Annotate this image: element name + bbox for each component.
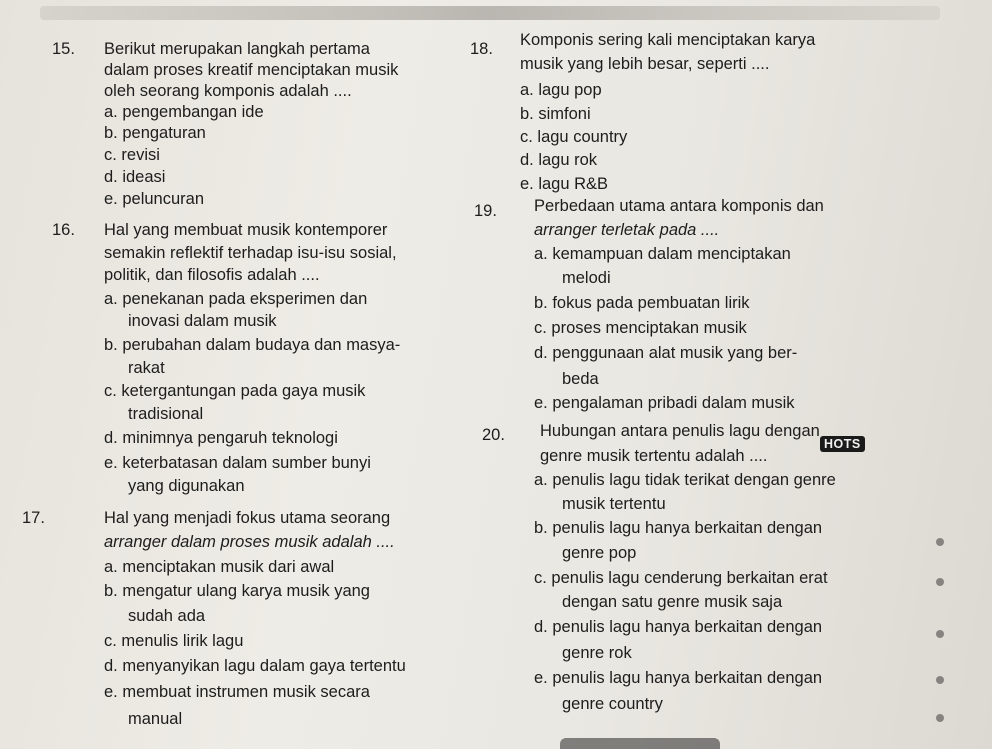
question-number: 15.: [52, 40, 75, 58]
option-e-cont: yang digunakan: [128, 477, 245, 495]
option-b-cont: rakat: [128, 359, 165, 377]
option-a-cont: inovasi dalam musik: [128, 312, 277, 330]
question-text: Hal yang membuat musik kontemporer: [104, 221, 388, 239]
option-c-cont: dengan satu genre musik saja: [562, 593, 783, 611]
option-c: c. proses menciptakan musik: [534, 319, 747, 337]
binding-hole: [936, 676, 944, 684]
option-e: e. membuat instrumen musik secara: [104, 683, 370, 701]
option-a: a. penekanan pada eksperimen dan: [104, 290, 368, 308]
question-number: 18.: [470, 40, 493, 58]
question-text: Hubungan antara penulis lagu dengan: [540, 422, 820, 440]
option-a: a. pengembangan ide: [104, 103, 264, 121]
option-e-cont: genre country: [562, 695, 663, 713]
question-text: Perbedaan utama antara komponis dan: [534, 197, 824, 215]
option-d: d. lagu rok: [520, 151, 598, 169]
binding-hole: [936, 714, 944, 722]
option-d: d. penulis lagu hanya berkaitan dengan: [534, 618, 823, 636]
question-text: dalam proses kreatif menciptakan musik: [104, 61, 399, 79]
option-d: d. penggunaan alat musik yang ber-: [534, 344, 798, 362]
question-text: oleh seorang komponis adalah ....: [104, 82, 352, 100]
question-text: semakin reflektif terhadap isu-isu sosial,: [104, 244, 397, 262]
option-d: d. menyanyikan lagu dalam gaya tertentu: [104, 657, 406, 675]
option-c: c. lagu country: [520, 128, 628, 146]
option-a: a. lagu pop: [520, 81, 602, 99]
option-e: e. pengalaman pribadi dalam musik: [534, 394, 795, 412]
option-c: c. menulis lirik lagu: [104, 632, 244, 650]
option-c: c. ketergantungan pada gaya musik: [104, 382, 366, 400]
option-e-cont: manual: [128, 710, 183, 728]
option-e: e. penulis lagu hanya berkaitan dengan: [534, 669, 823, 687]
option-c-cont: tradisional: [128, 405, 204, 423]
question-text: Berikut merupakan langkah pertama: [104, 40, 370, 58]
hots-badge: HOTS: [820, 436, 865, 452]
option-b: b. fokus pada pembuatan lirik: [534, 294, 750, 312]
binding-hole: [936, 630, 944, 638]
question-text: politik, dan filosofis adalah ....: [104, 266, 320, 284]
option-c: c. penulis lagu cenderung berkaitan erat: [534, 569, 828, 587]
binding-hole: [936, 538, 944, 546]
option-a-cont: melodi: [562, 269, 611, 287]
option-e: e. peluncuran: [104, 190, 204, 208]
binding-hole: [936, 578, 944, 586]
option-d: d. ideasi: [104, 168, 166, 186]
option-b: b. pengaturan: [104, 124, 206, 142]
option-b: b. penulis lagu hanya berkaitan dengan: [534, 519, 823, 537]
option-d-cont: genre rok: [562, 644, 632, 662]
option-b-cont: genre pop: [562, 544, 637, 562]
question-text: arranger dalam proses musik adalah ....: [104, 533, 395, 551]
option-b: b. mengatur ulang karya musik yang: [104, 582, 370, 600]
option-a: a. menciptakan musik dari awal: [104, 558, 335, 576]
question-number: 17.: [22, 509, 45, 527]
question-number: 19.: [474, 202, 497, 220]
option-b: b. perubahan dalam budaya dan masya-: [104, 336, 401, 354]
question-text: arranger terletak pada ....: [534, 221, 720, 239]
option-a: a. kemampuan dalam menciptakan: [534, 245, 791, 263]
top-shadow-band: [40, 6, 940, 20]
option-e: e. lagu R&B: [520, 175, 609, 193]
question-number: 20.: [482, 426, 505, 444]
question-number: 16.: [52, 221, 75, 239]
option-d-cont: beda: [562, 370, 599, 388]
option-d: d. minimnya pengaruh teknologi: [104, 429, 338, 447]
question-text: musik yang lebih besar, seperti ....: [520, 55, 770, 73]
option-e: e. keterbatasan dalam sumber bunyi: [104, 454, 371, 472]
question-text: Hal yang menjadi fokus utama seorang: [104, 509, 391, 527]
option-a: a. penulis lagu tidak terikat dengan genre: [534, 471, 836, 489]
bottom-shadow-band: [560, 738, 720, 749]
option-a-cont: musik tertentu: [562, 495, 666, 513]
option-b: b. simfoni: [520, 105, 591, 123]
question-text: genre musik tertentu adalah ....: [540, 447, 768, 465]
option-b-cont: sudah ada: [128, 607, 206, 625]
question-text: Komponis sering kali menciptakan karya: [520, 31, 816, 49]
option-c: c. revisi: [104, 146, 160, 164]
